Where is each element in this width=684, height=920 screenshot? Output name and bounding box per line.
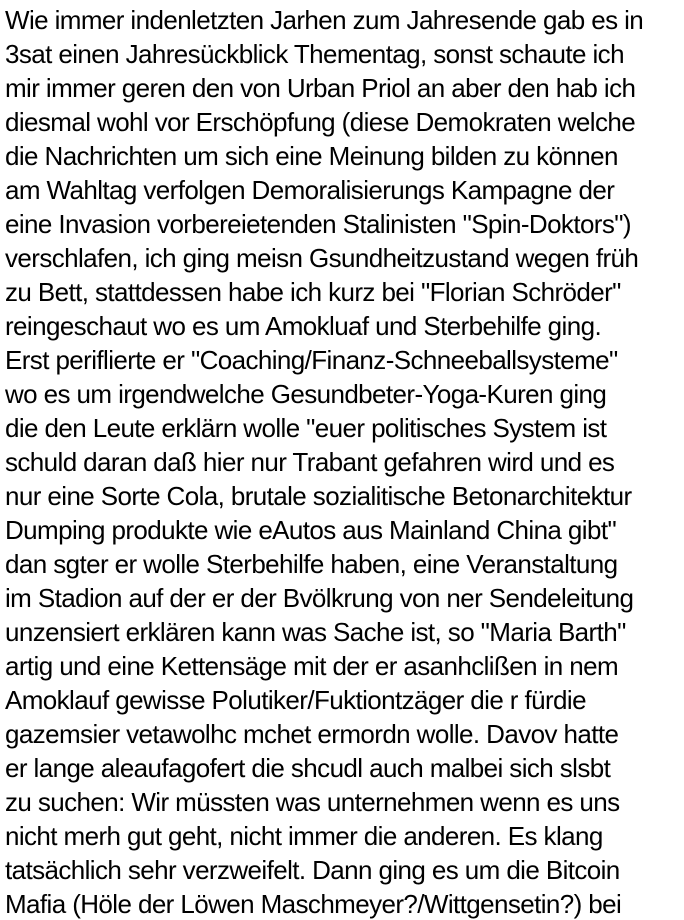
text-line: 3sat einen Jahresückblick Thementag, sonst schaute ich <box>5 39 624 69</box>
text-line: am Wahltag verfolgen Demoralisierungs Kampagne der <box>5 175 615 205</box>
text-line: die Nachrichten um sich eine Meinung bilden zu können <box>5 141 618 171</box>
text-line: Mafia (Höle der Löwen Maschmeyer?/Wittgensetin?) bei <box>5 889 622 919</box>
text-line: nicht merh gut geht, nicht immer die anderen. Es klang <box>5 821 603 851</box>
text-line: im Stadion auf der er der Bvölkrung von ner Sendeleitung <box>5 583 634 613</box>
text-line: zu suchen: Wir müssten was unternehmen wenn es uns <box>5 787 620 817</box>
text-line: artig und eine Kettensäge mit der er asanhclißen in nem <box>5 651 619 681</box>
text-line: zu Bett, stattdessen habe ich kurz bei "Florian Schröder" <box>5 277 621 307</box>
text-line: dan sgter er wolle Sterbehilfe haben, eine Veranstaltung <box>5 549 618 579</box>
text-line: Amoklauf gewisse Polutiker/Fuktiontzäger die r fürdie <box>5 685 586 715</box>
text-line: nur eine Sorte Cola, brutale sozialitische Betonarchitektur <box>5 481 632 511</box>
text-line: diesmal wohl vor Erschöpfung (diese Demokraten welche <box>5 107 636 137</box>
text-line: Dumping produkte wie eAutos aus Mainland China gibt" <box>5 515 617 545</box>
text-line: die den Leute erklärn wolle "euer politisches System ist <box>5 413 607 443</box>
text-line: eine Invasion vorbereietenden Stalinisten "Spin-Doktors") <box>5 209 631 239</box>
text-paragraph <box>5 3 682 920</box>
text-line: unzensiert erklären kann was Sache ist, so "Maria Barth" <box>5 617 626 647</box>
text-line: mir immer geren den von Urban Priol an aber den hab ich <box>5 73 636 103</box>
text-line: wo es um irgendwelche Gesundbeter-Yoga-Kuren ging <box>5 379 607 409</box>
text-line: schuld daran daß hier nur Trabant gefahren wird und es <box>5 447 615 477</box>
text-line: verschlafen, ich ging meisn Gsundheitzustand wegen früh <box>5 243 639 273</box>
text-line: er lange aleaufagofert die shcudl auch malbei sich slsbt <box>5 753 611 783</box>
text-line: tatsächlich sehr verzweifelt. Dann ging es um die Bitcoin <box>5 855 620 885</box>
text-line: reingeschaut wo es um Amokluaf und Sterbehilfe ging. <box>5 311 602 341</box>
text-line: Wie immer indenletzten Jarhen zum Jahresende gab es in <box>5 5 644 35</box>
text-line: Erst periflierte er "Coaching/Finanz-Schneeballsysteme" <box>5 345 618 375</box>
text-line: gazemsier vetawolhc mchet ermordn wolle. Davov hatte <box>5 719 619 749</box>
